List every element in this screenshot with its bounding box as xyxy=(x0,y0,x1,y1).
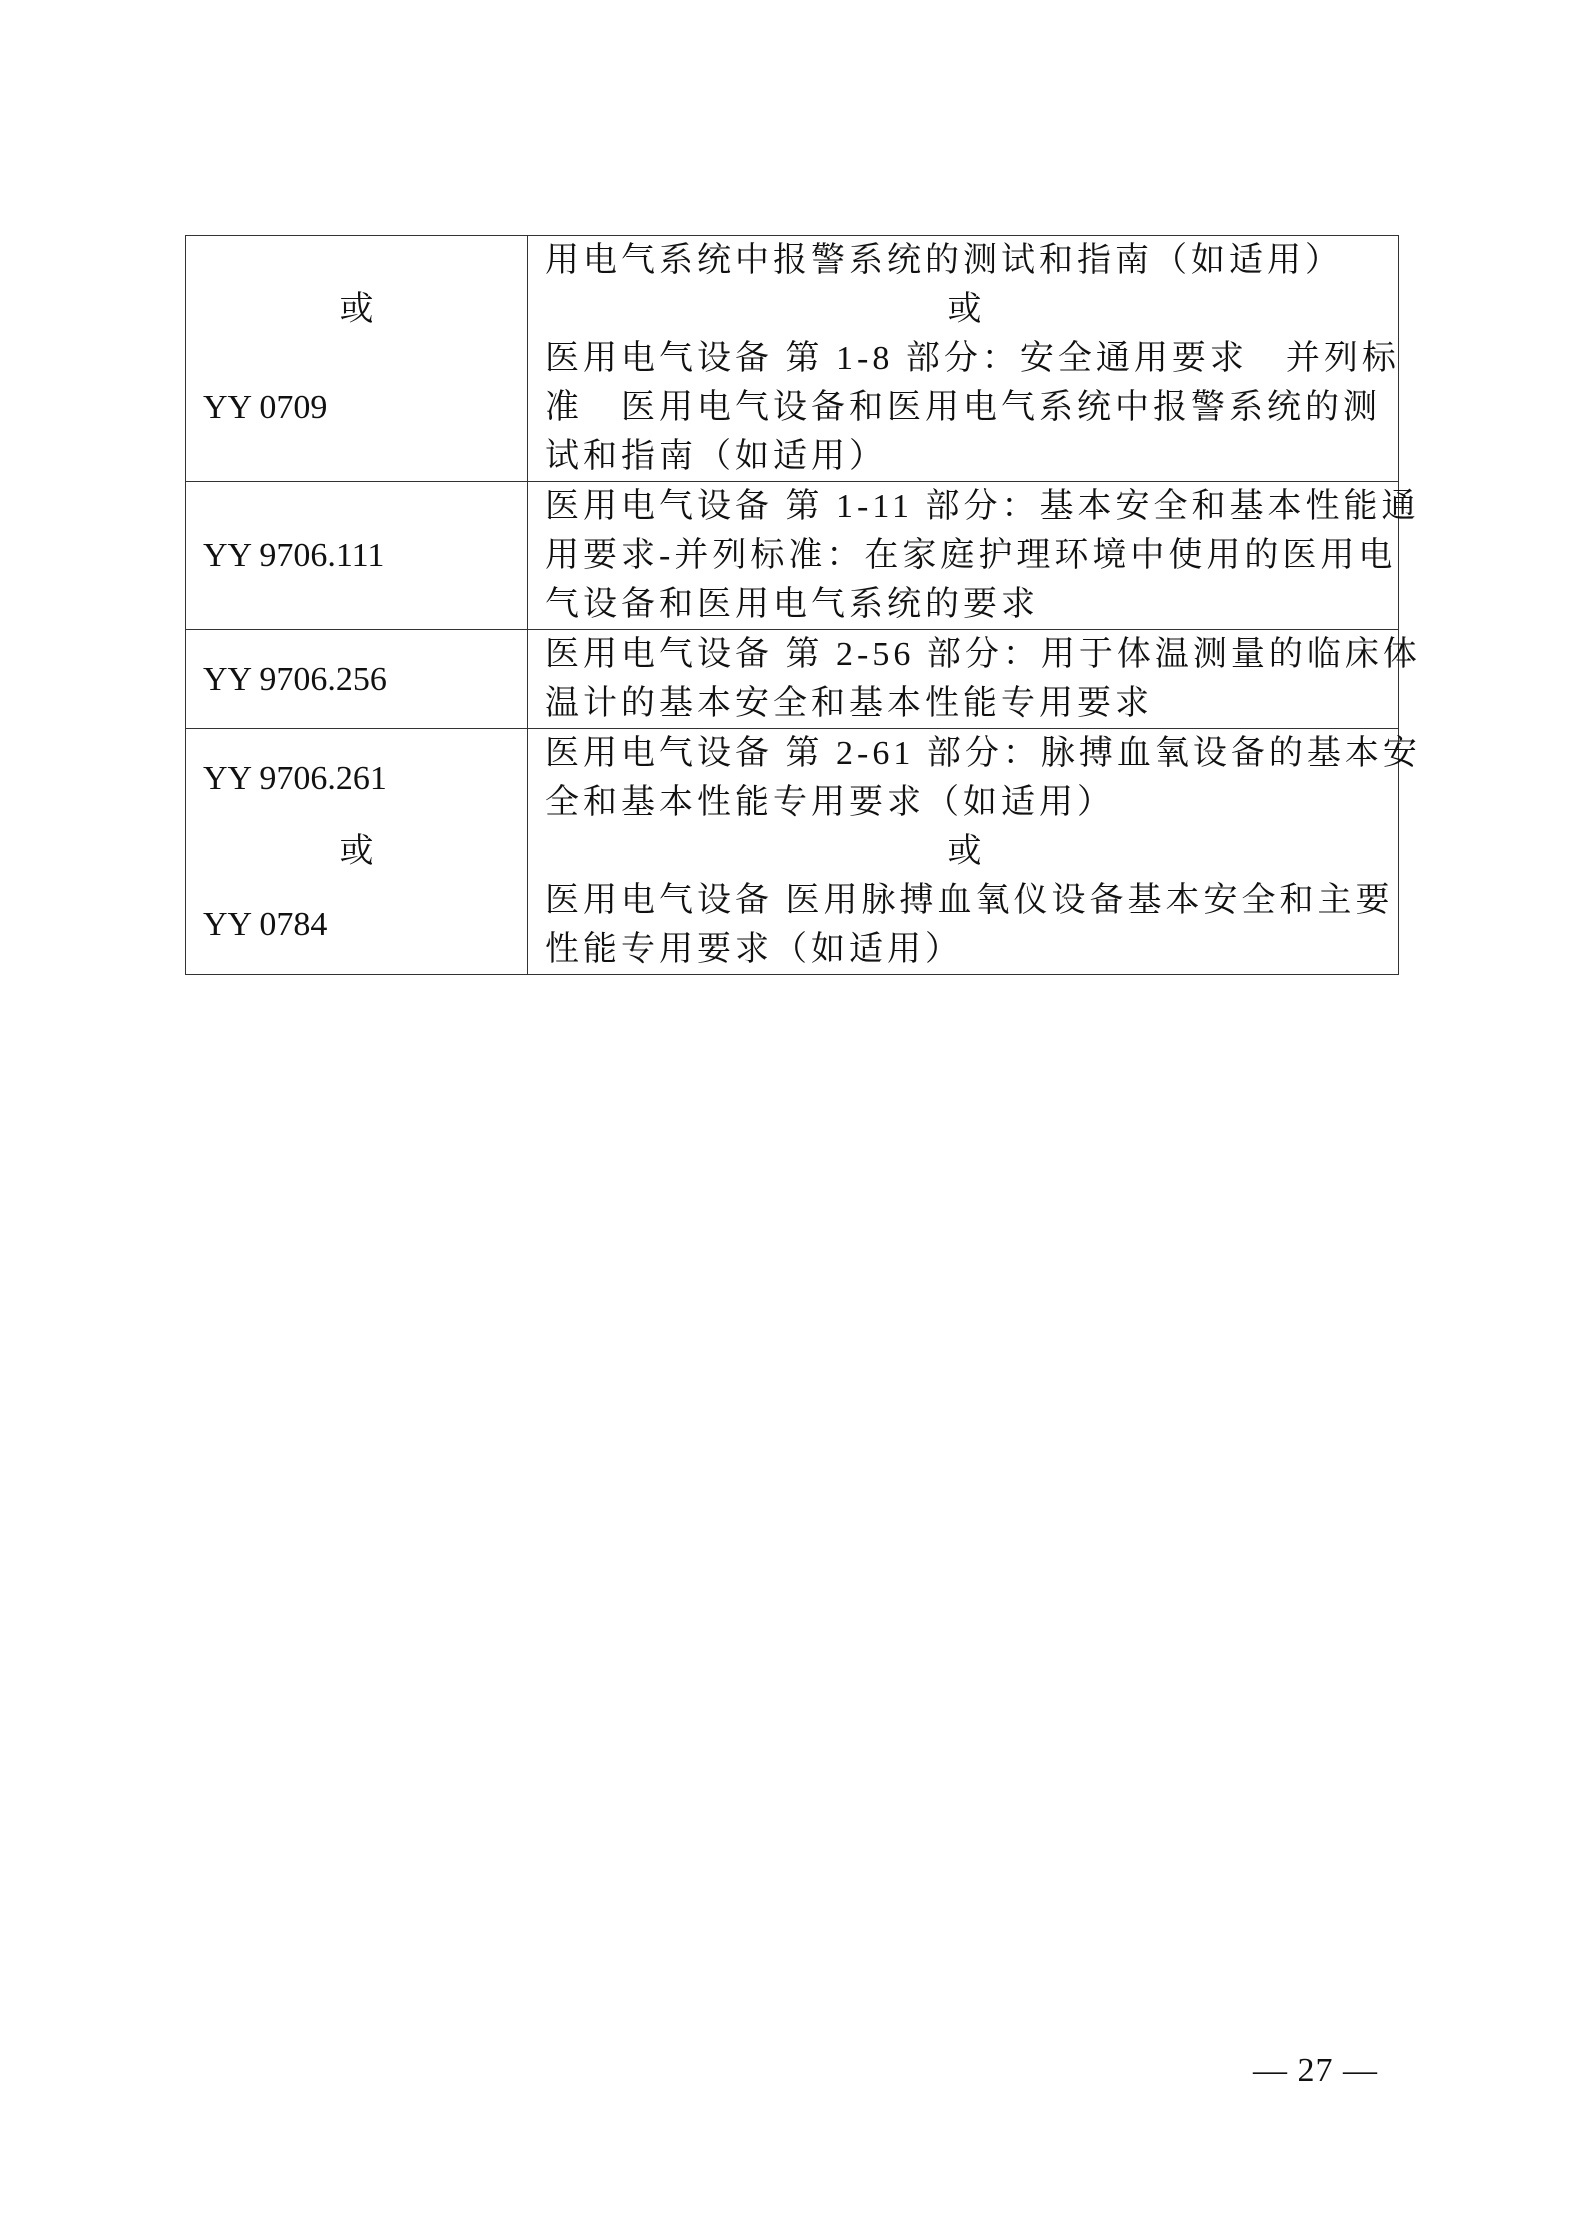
description-line: 医用电气设备 医用脉搏血氧仪设备基本安全和主要 xyxy=(545,882,1394,919)
or-label: 或 xyxy=(339,291,374,328)
standard-code: YY 9706.256 xyxy=(203,660,387,698)
standard-code-cell xyxy=(186,630,528,729)
standard-code-cell xyxy=(186,729,528,975)
standard-description-cell xyxy=(528,482,1420,630)
description-line: 医用电气设备 第 1-8 部分：安全通用要求 并列标 xyxy=(545,340,1400,377)
standard-code: YY 0784 xyxy=(203,906,328,943)
standard-description-cell xyxy=(528,729,1421,975)
standard-code: YY 0709 xyxy=(203,389,328,426)
description-line: 医用电气设备 第 1-11 部分：基本安全和基本性能通 xyxy=(545,488,1420,525)
description-line: 医用电气设备 第 2-61 部分：脉搏血氧设备的基本安 xyxy=(545,735,1421,772)
description-line: 用要求-并列标准：在家庭护理环境中使用的医用电 xyxy=(545,537,1397,574)
table-row xyxy=(186,236,1399,482)
page-number: — 27 — xyxy=(1253,2052,1378,2089)
description-line: 准 医用电气设备和医用电气系统中报警系统的测 xyxy=(545,389,1381,426)
or-label: 或 xyxy=(947,833,982,870)
table-row xyxy=(186,729,1399,975)
description-line: 温计的基本安全和基本性能专用要求 xyxy=(545,685,1153,722)
standard-code: YY 9706.261 xyxy=(203,760,387,797)
description-line: 气设备和医用电气系统的要求 xyxy=(545,586,1039,623)
or-label: 或 xyxy=(339,833,374,870)
standard-description-cell xyxy=(528,630,1421,729)
table-row xyxy=(186,482,1399,630)
description-line: 全和基本性能专用要求（如适用） xyxy=(545,784,1115,821)
standard-description-cell xyxy=(528,236,1399,482)
table-row xyxy=(186,630,1399,729)
description-line: 医用电气设备 第 2-56 部分：用于体温测量的临床体 xyxy=(545,636,1421,673)
or-label: 或 xyxy=(947,291,982,328)
description-line: 用电气系统中报警系统的测试和指南（如适用） xyxy=(545,242,1343,279)
standard-code-cell xyxy=(186,482,528,630)
standards-table xyxy=(185,235,1421,975)
description-line: 试和指南（如适用） xyxy=(545,438,887,475)
standard-code: YY 9706.111 xyxy=(203,537,385,574)
standard-code-cell xyxy=(186,236,528,482)
description-line: 性能专用要求（如适用） xyxy=(545,931,963,968)
